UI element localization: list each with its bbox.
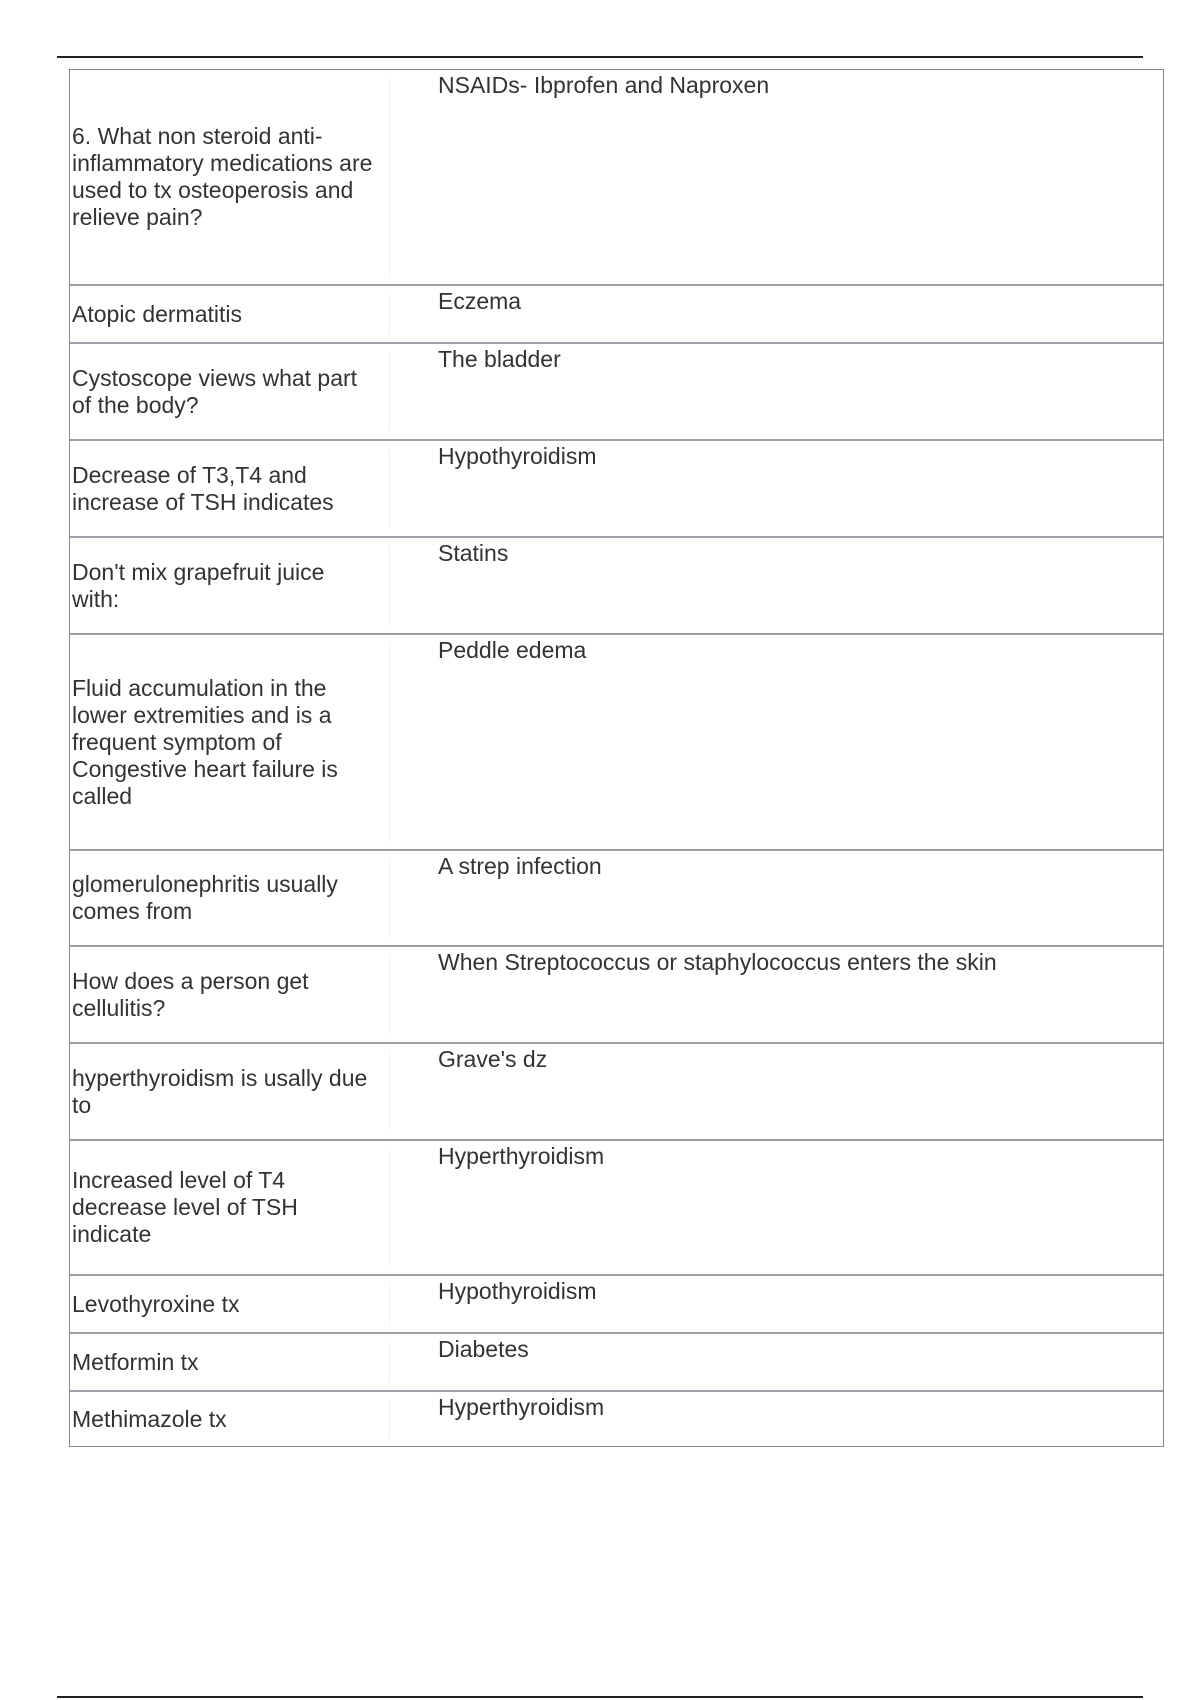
definition-cell: Peddle edema [438,637,587,663]
definition-cell: The bladder [438,346,561,372]
definition-cell: A strep infection [438,853,602,879]
top-rule [57,56,1143,58]
table-row [70,1042,1163,1139]
table-row [70,342,1163,439]
term-cell: Don't mix grapefruit juice with: [70,546,390,625]
table-row [70,284,1163,342]
table-row [70,1390,1163,1446]
table-row [70,439,1163,536]
term-cell: 6. What non steroid anti-inflammatory medications are used to tx osteoperosis and relieve pain? [70,78,390,276]
table-row [70,849,1163,945]
table-row [70,945,1163,1042]
definition-cell: Grave's dz [438,1046,548,1072]
definition-cell: Hypothyroidism [438,443,597,469]
definition-cell: Eczema [438,288,522,314]
flashcard-table [69,69,1164,1447]
term-cell: Cystoscope views what part of the body? [70,352,390,431]
term-cell: How does a person get cellulitis? [70,955,390,1034]
definition-cell: Hypothyroidism [438,1278,597,1304]
definition-cell: Statins [438,540,509,566]
definition-cell: NSAIDs- Ibprofen and Naproxen [438,72,770,98]
bottom-rule [57,1696,1143,1698]
term-cell: Levothyroxine tx [70,1284,390,1324]
term-cell: Increased level of T4 decrease level of TSH indicate [70,1149,390,1266]
term-cell: Atopic dermatitis [70,294,390,334]
term-cell: Metformin tx [70,1342,390,1382]
table-row [70,1139,1163,1274]
definition-cell: When Streptococcus or staphylococcus enters the skin [438,949,997,975]
table-row [70,1332,1163,1390]
term-cell: Methimazole tx [70,1400,390,1438]
definition-cell: Diabetes [438,1336,529,1362]
definition-cell: Hyperthyroidism [438,1394,605,1420]
table-row [70,1274,1163,1332]
table-row [70,70,1163,284]
term-cell: Fluid accumulation in the lower extremities and is a frequent symptom of Congestive heart failure is called [70,643,390,841]
term-cell: glomerulonephritis usually comes from [70,859,390,937]
table-row [70,633,1163,849]
term-cell: hyperthyroidism is usally due to [70,1052,390,1131]
definition-cell: Hyperthyroidism [438,1143,605,1169]
table-row [70,536,1163,633]
term-cell: Decrease of T3,T4 and increase of TSH indicates [70,449,390,528]
